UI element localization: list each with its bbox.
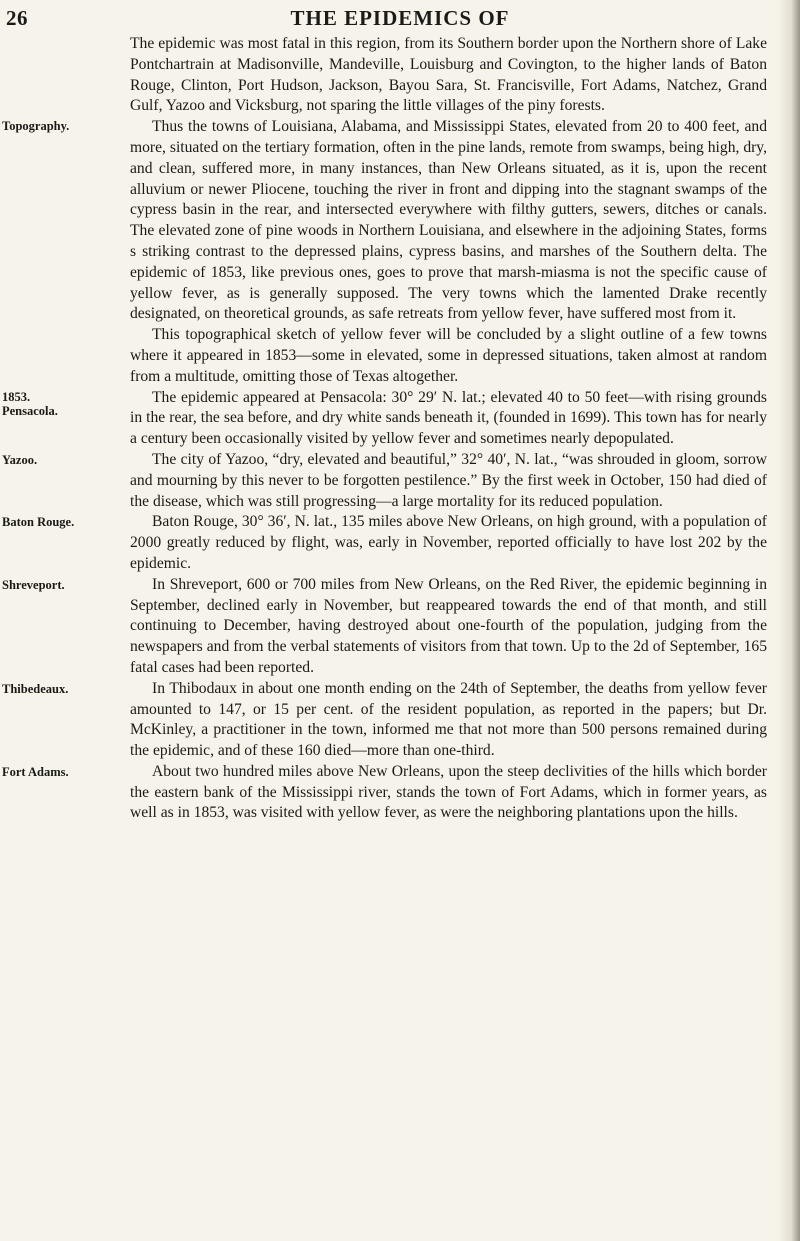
side-note-pensacola: 1853. Pensacola. (2, 389, 58, 418)
paragraph-fatal-region (130, 34, 767, 117)
side-note-fort-adams: Fort Adams. (2, 764, 69, 779)
page-edge-shadow (778, 0, 800, 1241)
paragraph-shreveport (2, 575, 767, 679)
paragraph-fort-adams (2, 762, 767, 824)
paragraph-text: In Shreveport, 600 or 700 miles from New Orleans, on the Red River, the epidemic beginning in September, declined early in November, but reappeared towards the end of that month, and still continuing to December, having destroyed about one-fourth of the population, judging from the newspapers and from the verbal statements of visitors from that town. Up to the 2d of September, 165 fatal cases had been reported. (130, 575, 767, 676)
paragraph-yazoo (2, 450, 767, 512)
paragraph-text: This topographical sketch of yellow fever will be concluded by a slight outline of a few towns where it appeared in 1853—some in elevated, some in depressed situations, taken almost at random from a multitude, omitting those of Texas altogether. (130, 326, 767, 385)
paragraph-pensacola (2, 388, 767, 450)
side-note-topography: Topography. (2, 119, 70, 134)
side-note-yazoo: Yazoo. (2, 452, 38, 467)
paragraph-text: In Thibodaux in about one month ending on the 24th of September, the deaths from yellow fever amounted to 147, or 15 per cent. of the resident population, as reported in the papers; but Dr. McKinley, a practitioner in the town, informed me that not more than 500 persons remained during the epidemic, and of these 160 died—more than one-third. (130, 679, 767, 760)
side-note-baton-rouge: Baton Rouge. (2, 515, 75, 530)
paragraph-text: About two hundred miles above New Orleans, upon the steep declivities of the hills which border the eastern bank of the Mississippi river, stands the town of Fort Adams, which in former years, as well as in 1853, was visited with yellow fever, as were the neighboring plantations upon the hills. (130, 762, 767, 822)
paragraph-text: Baton Rouge, 30° 36′, N. lat., 135 miles above New Orleans, on high ground, with a population of 2000 greatly reduced by flight, was, early in November, reported officially to have lost 202 by the epidemic. (130, 513, 767, 572)
paragraph-text: The epidemic was most fatal in this region, from its Southern border upon the Northern shore of Lake Pontchartrain at Madisonville, Mandeville, Louisburg and Covington, to the higher lands of Baton Rouge, Clinton, Port Hudson, Jackson, Bayou Sara, St. Francisville, Fort Adams, Natchez, Grand Gulf, Yazoo and Vicksburg, not sparing the little villages of the piny forests. (130, 35, 767, 115)
side-note-thibedeaux: Thibedeaux. (2, 681, 69, 696)
page-header (0, 6, 800, 36)
paragraph-text: The city of Yazoo, “dry, elevated and beautiful,” 32° 40′, N. lat., “was shrouded in gloom, sorrow and mourning by this never to be forgotten pestilence.” By the first week in October, 150 had died of the disease, which was still progressing—a large mortality for its reduced population. (130, 450, 767, 510)
paragraph-baton-rouge (2, 512, 767, 574)
paragraph-sketch (130, 325, 767, 387)
paragraph-text: Thus the towns of Louisiana, Alabama, and Mississippi States, elevated from 20 to 400 feet, and more, situated on the tertiary formation, often in the pine lands, remote from swamps, being high, dry, and clean, suffered more, in many instances, than New Orleans situated, as it is, upon the recent alluvium or newer Pliocene, touching the river in front and dipping into the stagnant swamps of the cypress basin in the rear, and intersected everywhere with filthy gutters, sewers, ditches or canals. The elevated zone of pine woods in Northern Louisiana, and elsewhere in the adjoining States, forms s striking contrast to the depressed plains, cypress basins, and marshes of the Southern delta. The epidemic of 1853, like previous ones, goes to prove that marsh-miasma is not the specific cause of yellow fever, as is generally supposed. The very towns which the lamented Drake recently designated, on theoretical grounds, as safe retreats from yellow fever, have suffered most from it. (130, 118, 767, 323)
paragraph-topography (2, 117, 767, 325)
paragraph-thibedeaux (2, 679, 767, 762)
side-note-shreveport: Shreveport. (2, 577, 65, 592)
paragraph-text: The epidemic appeared at Pensacola: 30° 29′ N. lat.; elevated 40 to 50 feet—with rising grounds in the rear, the sea before, and dry white sands beneath it, (founded in 1699). This town has for nearly a century been occasionally visited by yellow fever and sometimes nearly depopulated. (130, 388, 767, 448)
body-text (0, 34, 800, 824)
page-number: 26 (6, 6, 28, 30)
running-head: THE EPIDEMICS OF (290, 6, 510, 30)
